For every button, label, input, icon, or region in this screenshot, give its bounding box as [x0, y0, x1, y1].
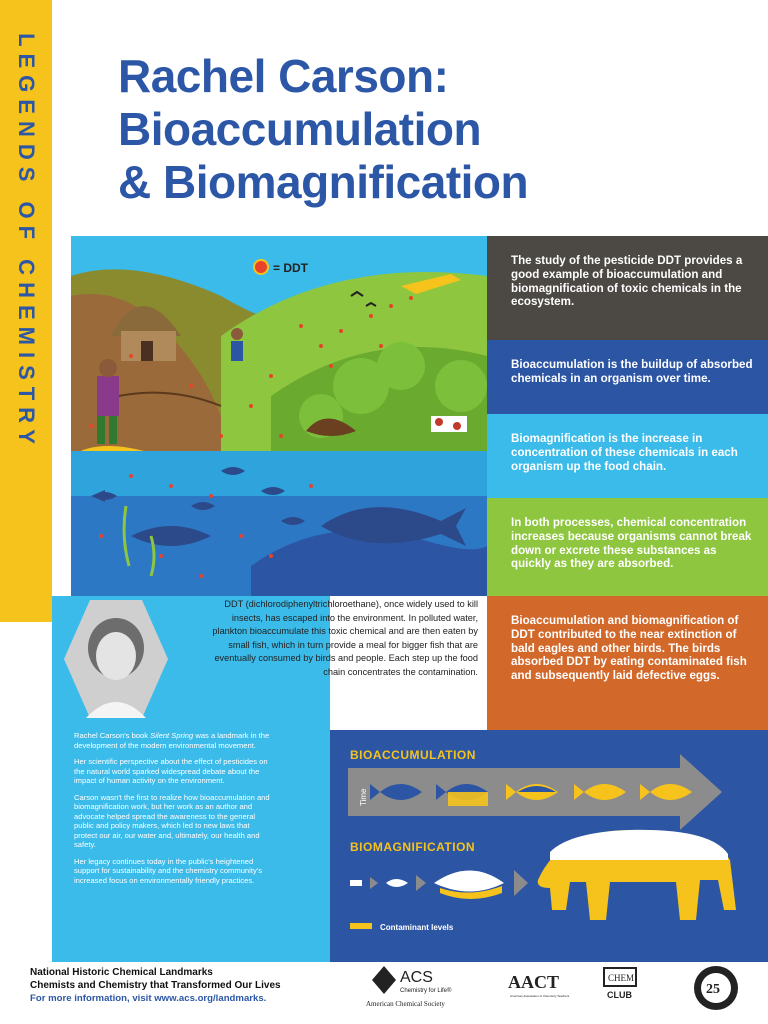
info-box-bioaccumulation: Bioaccumulation is the buildup of absorbed chemicals in an organism over time.: [487, 340, 768, 414]
aact-name: AACT: [508, 972, 560, 992]
book-title: Silent Spring: [150, 731, 194, 740]
chem-club-logo: [600, 966, 640, 1002]
fisherman-boots: [97, 416, 105, 444]
info-box-intro: The study of the pesticide DDT provides a good example of bioaccumulation and biomagnification of toxic chemicals in the ecosystem.: [487, 236, 768, 340]
ddt-legend-dot: [254, 260, 268, 274]
bio-paragraph-2: Her scientific perspective about the effect of pesticides on the natural world sparked widespread debate about the impact of human activity on the environment.: [74, 757, 268, 785]
acs-society: American Chemical Society: [366, 1000, 445, 1008]
aact-sub: American Association of Chemistry Teachers: [510, 994, 570, 998]
badge-number: 25: [706, 982, 720, 997]
fisherman: [97, 376, 119, 416]
ddt-legend-label: = DDT: [273, 261, 309, 275]
anniversary-badge: [692, 964, 740, 1012]
tree: [377, 342, 425, 390]
cow-spot: [435, 418, 443, 426]
page-title: [118, 50, 758, 209]
hiker-head: [231, 328, 243, 340]
bio-paragraph-1-rest: was a landmark in the development of the modern environmental movement.: [74, 731, 270, 750]
rachel-carson-portrait: [64, 600, 168, 718]
bio-paragraph-1: [74, 731, 274, 750]
process-diagram: [330, 730, 768, 962]
acs-mark-icon: [372, 966, 396, 994]
hut-door: [141, 341, 153, 361]
plankton: [350, 880, 362, 886]
chem-club-label: CLUB: [607, 990, 632, 1000]
tree: [435, 360, 487, 412]
footer-link[interactable]: For more information, visit www.acs.org/landmarks.: [30, 993, 267, 1004]
title-line-1: Rachel Carson:: [118, 50, 449, 102]
biomagnification-label: BIOMAGNIFICATION: [350, 840, 476, 854]
acs-logo: [362, 962, 478, 1012]
acs-name: ACS: [400, 969, 433, 986]
cow-spot: [453, 422, 461, 430]
title-line-3: & Biomagnification: [118, 156, 529, 208]
bio-text: [74, 731, 274, 892]
time-label: Time: [359, 788, 368, 806]
bio-paragraph-3: Carson wasn't the first to realize how bioaccumulation and biomagnification work, but her work as an author and advocate helped spread the awareness to the general public and policy makers, which led to new laws that protect our air, our water and, ultimately, our health and safety.: [74, 792, 270, 849]
fisherman-boots: [109, 416, 117, 444]
bio-paragraph-4: Her legacy continues today in the public's heightened support for sustainability and the chemistry community's increased focus on environmentally friendly practices.: [74, 856, 262, 885]
info-box-bald-eagles: Bioaccumulation and biomagnification of DDT contributed to the near extinction of bald eagles and other birds. The birds absorbed DDT by eating contaminated fish and subsequently laid defective eggs.: [487, 596, 768, 730]
aact-logo: [506, 968, 580, 1004]
chem-club-top: CHEM: [608, 973, 635, 983]
ddt-explanation: DDT (dichlorodiphenyltrichloroethane), once widely used to kill insects, has escaped into the environment. In polluted water, plankton bioaccumulate this toxic chemical and are then eaten by small fish, which in turn provide a meal for bigger fish that are eventually consumed by birds and people. Each step up the food chain concentrates the contamination.: [212, 599, 478, 677]
contaminant-swatch: [350, 923, 372, 929]
bioaccumulation-label: BIOACCUMULATION: [350, 748, 476, 762]
acs-tagline: Chemistry for Life®: [400, 988, 452, 994]
info-box-both-processes: In both processes, chemical concentration increases because organisms cannot break down or excrete these substances as quickly as they are absorbed.: [487, 498, 768, 596]
bio-paragraph-1-lead: Rachel Carson's book: [74, 731, 151, 740]
fish-stage-2-level: [448, 792, 488, 806]
hiker: [231, 341, 243, 361]
sidebar-title: LEGENDS OF CHEMISTRY: [14, 33, 39, 451]
contaminant-legend: Contaminant levels: [380, 923, 454, 932]
ecosystem-illustration: [71, 236, 487, 596]
portrait-face: [96, 632, 136, 680]
info-box-biomagnification: Biomagnification is the increase in concentration of these chemicals in each organism up the food chain.: [487, 414, 768, 498]
fisherman-head: [99, 359, 117, 377]
footer-title: [30, 966, 281, 992]
footer-line-2: Chemists and Chemistry that Transformed Our Lives: [30, 980, 281, 991]
footer-line-1: National Historic Chemical Landmarks: [30, 967, 213, 978]
title-line-2: Bioaccumulation: [118, 103, 482, 155]
